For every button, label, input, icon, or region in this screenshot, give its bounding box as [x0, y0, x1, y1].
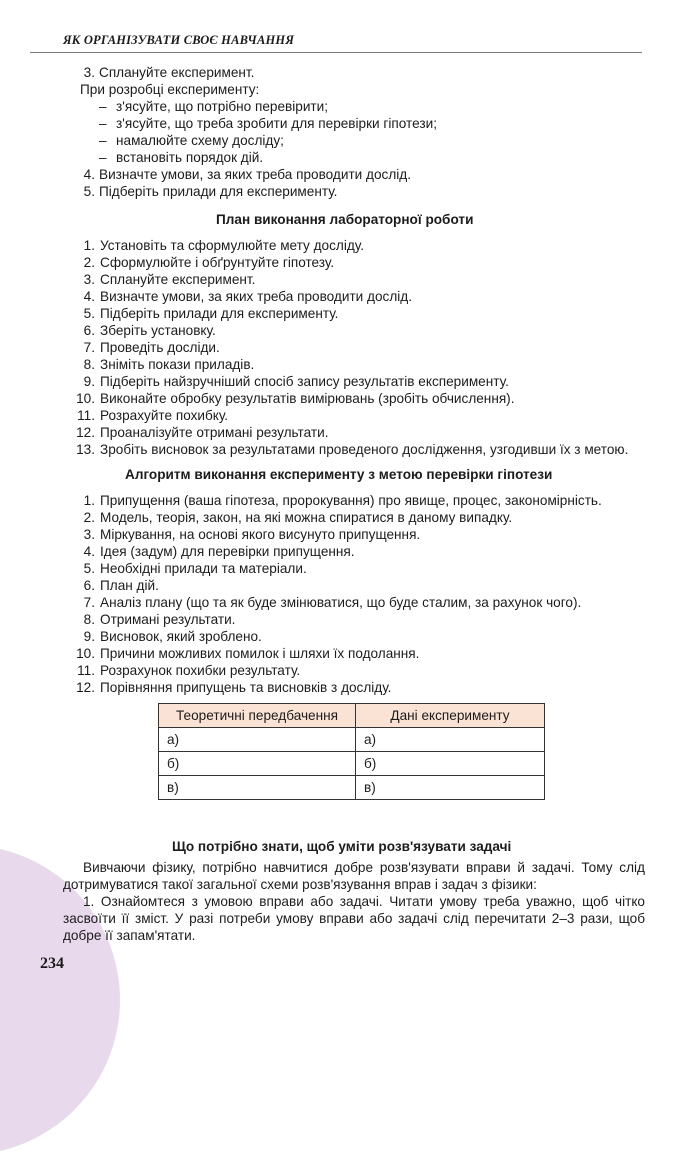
- body-text: [63, 859, 645, 944]
- list-item: 5. Необхідні прилади та матеріали.: [83, 561, 307, 576]
- table-cell: б): [356, 752, 545, 776]
- list-item: 7. Проведіть досліди.: [83, 340, 220, 355]
- list-item: 1. Припущення (ваша гіпотеза, пророкування) про явище, процес, закономірність.: [83, 493, 602, 508]
- list-item: 2. Сформулюйте і обґрунтуйте гіпотезу.: [83, 255, 335, 270]
- sub-list-item: – з'ясуйте, що треба зробити для перевірки гіпотези;: [99, 116, 437, 131]
- sub-list-item-text: з'ясуйте, що треба зробити для перевірки гіпотези;: [116, 116, 437, 131]
- table-cell: а): [356, 728, 545, 752]
- paragraph: Вивчаючи фізику, потрібно навчитися добре розв'язувати вправи й задачі. Тому слід дотримуватися такої загальної схеми розв'язування вправ і задач з фізики:: [63, 860, 645, 892]
- list-item: 6. План дій.: [83, 578, 159, 593]
- header-divider: [30, 52, 642, 53]
- table-header-row: [159, 704, 545, 728]
- table-cell: а): [159, 728, 356, 752]
- list-item: 5. Підберіть прилади для експерименту.: [83, 306, 339, 321]
- list-item: [80, 64, 254, 81]
- list-item: 4. Визначте умови, за яких треба проводити дослід.: [83, 289, 413, 304]
- list-item: 1. Установіть та сформулюйте мету досліду.: [83, 238, 364, 253]
- table-header-cell: Дані експерименту: [356, 704, 545, 728]
- list-item: 4. Ідея (задум) для перевірки припущення.: [83, 544, 355, 559]
- table-row: [159, 728, 545, 752]
- list-item: 8. Отримані результати.: [83, 612, 236, 627]
- table-header-cell: Теоретичні передбачення: [159, 704, 356, 728]
- list-item: 11. Розрахуйте похибку.: [77, 408, 229, 423]
- list-item: 13. Зробіть висновок за результатами проведеного дослідження, узгодивши їх з метою.: [76, 442, 629, 457]
- list-item-number: 3.: [83, 65, 95, 80]
- paragraph: 1. Ознайомтеся з умовою вправи або задачі. Читати умову треба уважно, щоб чітко засвоїти її зміст. У разі потреби умову вправи або задачі слід перечитати 2–3 рази, щоб добре її запам'ятати.: [63, 894, 645, 943]
- sub-list-item-text: намалюйте схему досліду;: [116, 133, 284, 148]
- section-heading-plan: План виконання лабораторної роботи: [216, 212, 474, 227]
- sub-list-item: – з'ясуйте, що потрібно перевірити;: [99, 99, 329, 114]
- table-cell: в): [356, 776, 545, 800]
- list-item-number: 4.: [83, 167, 95, 182]
- section-heading-algorithm: Алгоритм виконання експерименту з метою перевірки гіпотези: [125, 467, 553, 482]
- list-item: 9. Висновок, який зроблено.: [83, 629, 262, 644]
- list-item: 2. Модель, теорія, закон, на які можна спиратися в даному випадку.: [83, 510, 513, 525]
- table-row: [159, 776, 545, 800]
- list-item-text: Сплануйте експеримент.: [99, 65, 255, 80]
- list-item: 9. Підберіть найзручніший спосіб запису результатів експерименту.: [83, 374, 509, 389]
- list-item: [80, 183, 337, 200]
- list-item-text: Визначте умови, за яких треба проводити дослід.: [99, 167, 412, 182]
- list-intro: При розробці експерименту:: [80, 82, 260, 97]
- list-item: 10. Причини можливих помилок і шляхи їх подолання.: [76, 646, 420, 661]
- table-row: [159, 752, 545, 776]
- list-item: 11. Розрахунок похибки результату.: [77, 663, 301, 678]
- list-item: 12. Проаналізуйте отримані результати.: [76, 425, 329, 440]
- list-item: 12. Порівняння припущень та висновків з досліду.: [76, 680, 392, 695]
- list-item-text: Підберіть прилади для експерименту.: [99, 184, 338, 199]
- page-number: 234: [40, 955, 64, 972]
- table-cell: в): [159, 776, 356, 800]
- list-item: 3. Міркування, на основі якого висунуто припущення.: [83, 527, 421, 542]
- running-header: ЯК ОРГАНІЗУВАТИ СВОЄ НАВЧАННЯ: [63, 33, 295, 47]
- sub-list-item-text: встановіть порядок дій.: [116, 150, 264, 165]
- list-item: [80, 166, 411, 183]
- list-item-number: 5.: [83, 184, 95, 199]
- sub-list-item: – намалюйте схему досліду;: [99, 133, 284, 148]
- list-item: 10. Виконайте обробку результатів вимірювань (зробіть обчислення).: [76, 391, 515, 406]
- list-item: 8. Зніміть покази приладів.: [83, 357, 255, 372]
- sub-list-item: – встановіть порядок дій.: [99, 150, 264, 165]
- sub-list-item-text: з'ясуйте, що потрібно перевірити;: [116, 99, 329, 114]
- section-heading-tasks: Що потрібно знати, щоб уміти розв'язувати задачі: [172, 839, 512, 854]
- comparison-table: [158, 703, 545, 800]
- list-item: 7. Аналіз плану (що та як буде змінюватися, що буде сталим, за рахунок чого).: [83, 595, 582, 610]
- list-item: 6. Зберіть установку.: [83, 323, 216, 338]
- table-cell: б): [159, 752, 356, 776]
- list-item: 3. Сплануйте експеримент.: [83, 272, 256, 287]
